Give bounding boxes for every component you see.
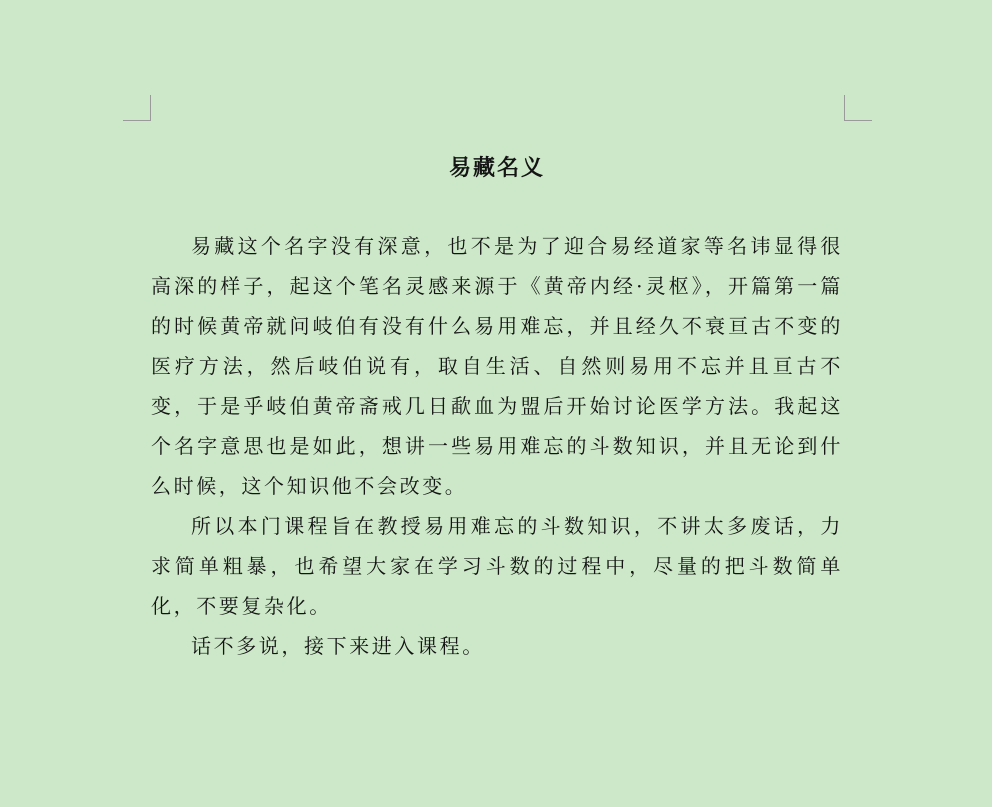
paragraph-3: 话不多说，接下来进入课程。 [191, 634, 485, 658]
paragraph-1: 易藏这个名字没有深意，也不是为了迎合易经道家等名讳显得很高深的样子，起这个笔名灵感来源于《黄帝内经·灵枢》，开篇第一篇的时候黄帝就问岐伯有没有什么易用难忘，并且经久不衰亘古不变的医疗方法，然后岐伯说有，取自生活、自然则易用不忘并且亘古不变，于是乎岐伯黄帝斋戒几日歃血为盟后开始讨论医学方法。我起这个名字意思也是如此，想讲一些易用难忘的斗数知识，并且无论到什么时候，这个知识他不会改变。 [151, 234, 843, 498]
margin-corner-mark-top-left [123, 95, 151, 121]
margin-corner-mark-top-right [844, 95, 872, 121]
document-title: 易藏名义 [448, 155, 545, 181]
document-body [151, 226, 843, 666]
paragraph-2: 所以本门课程旨在教授易用难忘的斗数知识，不讲太多废话，力求简单粗暴，也希望大家在学习斗数的过程中，尽量的把斗数简单化，不要复杂化。 [151, 514, 843, 618]
